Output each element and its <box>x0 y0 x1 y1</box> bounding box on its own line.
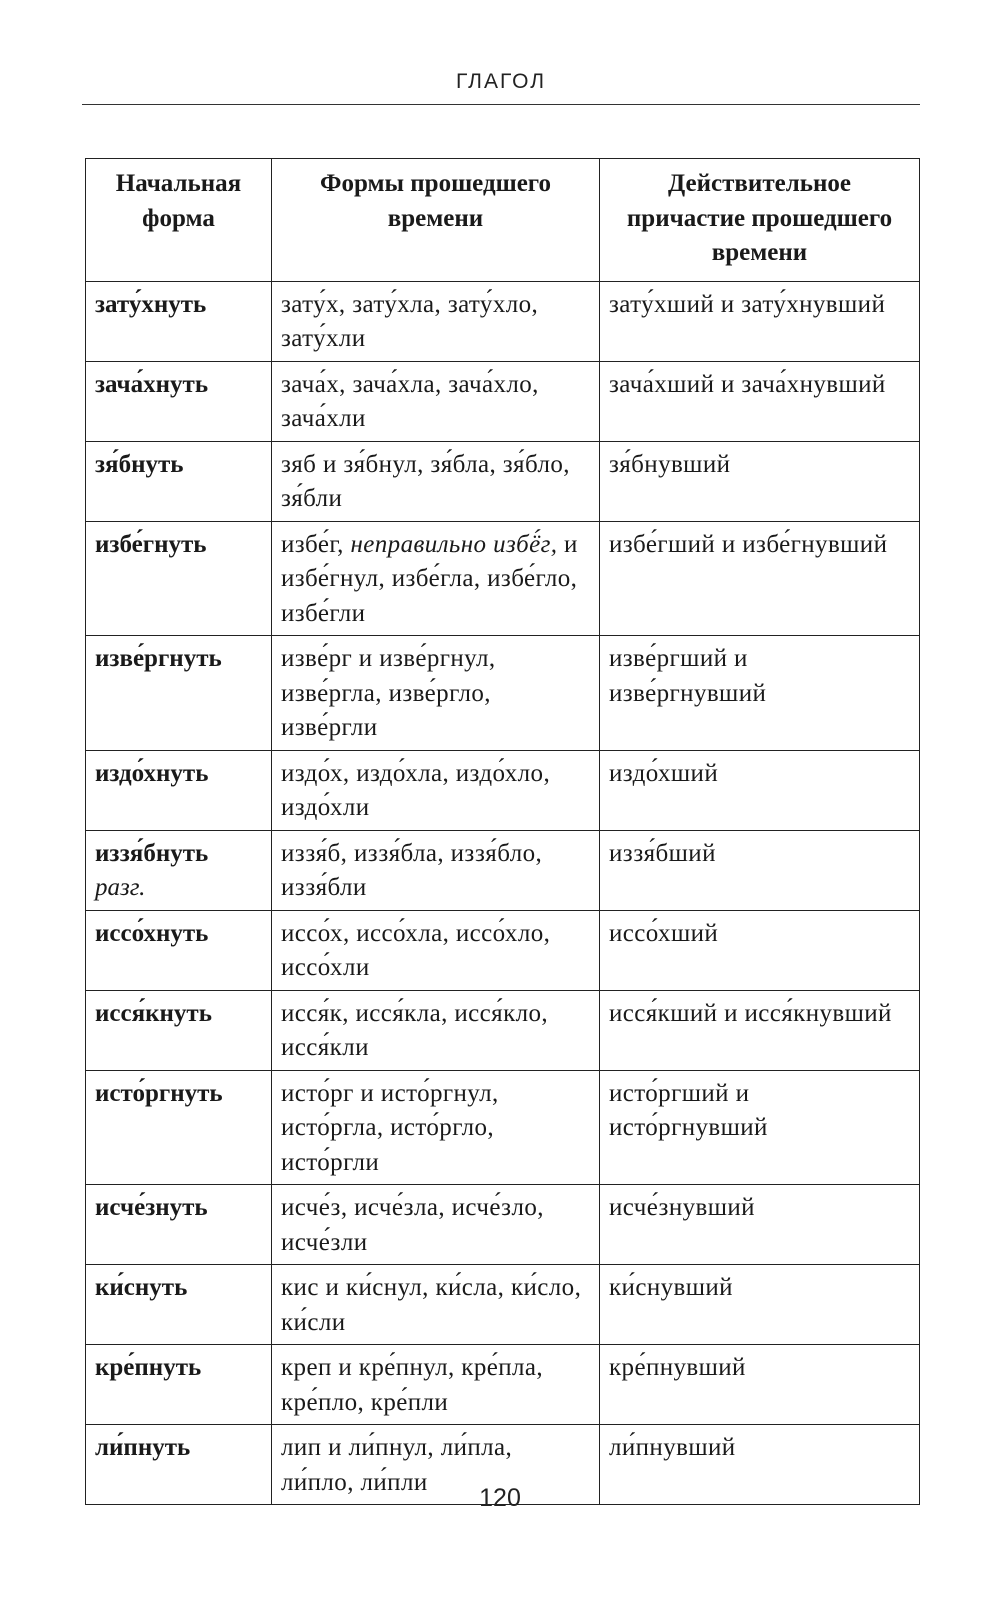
table-header-row <box>86 159 920 282</box>
past-forms: зату́х, зату́хла, зату́хло, зату́хли <box>272 281 600 361</box>
past-forms-lead: избе́г, <box>281 530 351 558</box>
table-row <box>86 1185 920 1265</box>
participle: зату́хший и зату́хнувший <box>600 281 920 361</box>
table-row <box>86 281 920 361</box>
participle: иззя́бший <box>600 830 920 910</box>
table-row <box>86 830 920 910</box>
table-row <box>86 1070 920 1185</box>
past-forms: зяб и зя́бнул, зя́бла, зя́бло, зя́бли <box>272 441 600 521</box>
table-row <box>86 1265 920 1345</box>
base-form-word: иззя́бнуть <box>95 839 209 867</box>
column-header-past-forms: Формы прошедшего времени <box>272 159 600 282</box>
past-forms: исче́з, исче́зла, исче́зло, исче́зли <box>272 1185 600 1265</box>
table-row <box>86 750 920 830</box>
base-form: ли́пнуть <box>86 1425 272 1505</box>
past-forms: исся́к, исся́кла, исся́кло, исся́кли <box>272 990 600 1070</box>
base-form: издо́хнуть <box>86 750 272 830</box>
participle: ли́пнувший <box>600 1425 920 1505</box>
column-header-base: Начальная форма <box>86 159 272 282</box>
base-form: исся́кнуть <box>86 990 272 1070</box>
participle: ки́снувший <box>600 1265 920 1345</box>
base-form: избе́гнуть <box>86 521 272 636</box>
participle: зача́хший и зача́хнувший <box>600 361 920 441</box>
past-forms: иззя́б, иззя́бла, иззя́бло, иззя́бли <box>272 830 600 910</box>
base-form: исче́знуть <box>86 1185 272 1265</box>
base-form: зату́хнуть <box>86 281 272 361</box>
participle: исто́ргший и исто́ргнувший <box>600 1070 920 1185</box>
usage-note: неправильно избё́г, <box>350 530 558 558</box>
page-number: 120 <box>479 1484 521 1512</box>
table-row <box>86 1345 920 1425</box>
base-form: иссо́хнуть <box>86 910 272 990</box>
past-forms-rest: и избе́гнул, избе́гла, избе́гло, избе́гли <box>281 530 578 627</box>
table-row <box>86 990 920 1070</box>
verb-table <box>85 158 920 1505</box>
base-form: изве́ргнуть <box>86 636 272 751</box>
base-form: ки́снуть <box>86 1265 272 1345</box>
base-form: исто́ргнуть <box>86 1070 272 1185</box>
table-row <box>86 521 920 636</box>
base-form: зача́хнуть <box>86 361 272 441</box>
past-forms: исто́рг и исто́ргнул, исто́ргла, исто́ргло, исто́ргли <box>272 1070 600 1185</box>
participle: зя́бнувший <box>600 441 920 521</box>
past-forms: зача́х, зача́хла, зача́хло, зача́хли <box>272 361 600 441</box>
past-forms: кис и ки́снул, ки́сла, ки́сло, ки́сли <box>272 1265 600 1345</box>
base-form: кре́пнуть <box>86 1345 272 1425</box>
base-form <box>86 830 272 910</box>
participle: издо́хший <box>600 750 920 830</box>
participle: исче́знувший <box>600 1185 920 1265</box>
usage-note: разг. <box>95 874 146 901</box>
table-row <box>86 441 920 521</box>
table-row <box>86 910 920 990</box>
past-forms: иссо́х, иссо́хла, иссо́хло, иссо́хли <box>272 910 600 990</box>
past-forms: изве́рг и изве́ргнул, изве́ргла, изве́ргло, изве́ргли <box>272 636 600 751</box>
participle: изве́ргший и изве́ргнувший <box>600 636 920 751</box>
participle: исся́кший и исся́кнувший <box>600 990 920 1070</box>
participle: избе́гший и избе́гнувший <box>600 521 920 636</box>
past-forms <box>272 521 600 636</box>
past-forms: лип и ли́пнул, ли́пла, ли́пло, ли́пли <box>272 1425 600 1505</box>
table-row <box>86 636 920 751</box>
participle: иссо́хший <box>600 910 920 990</box>
header-rule <box>82 104 920 105</box>
table-row <box>86 361 920 441</box>
column-header-participle: Действительное причастие прошедшего времени <box>600 159 920 282</box>
participle: кре́пнувший <box>600 1345 920 1425</box>
running-head: ГЛАГОЛ <box>455 70 547 93</box>
base-form: зя́бнуть <box>86 441 272 521</box>
past-forms: издо́х, издо́хла, издо́хло, издо́хли <box>272 750 600 830</box>
past-forms: креп и кре́пнул, кре́пла, кре́пло, кре́пли <box>272 1345 600 1425</box>
